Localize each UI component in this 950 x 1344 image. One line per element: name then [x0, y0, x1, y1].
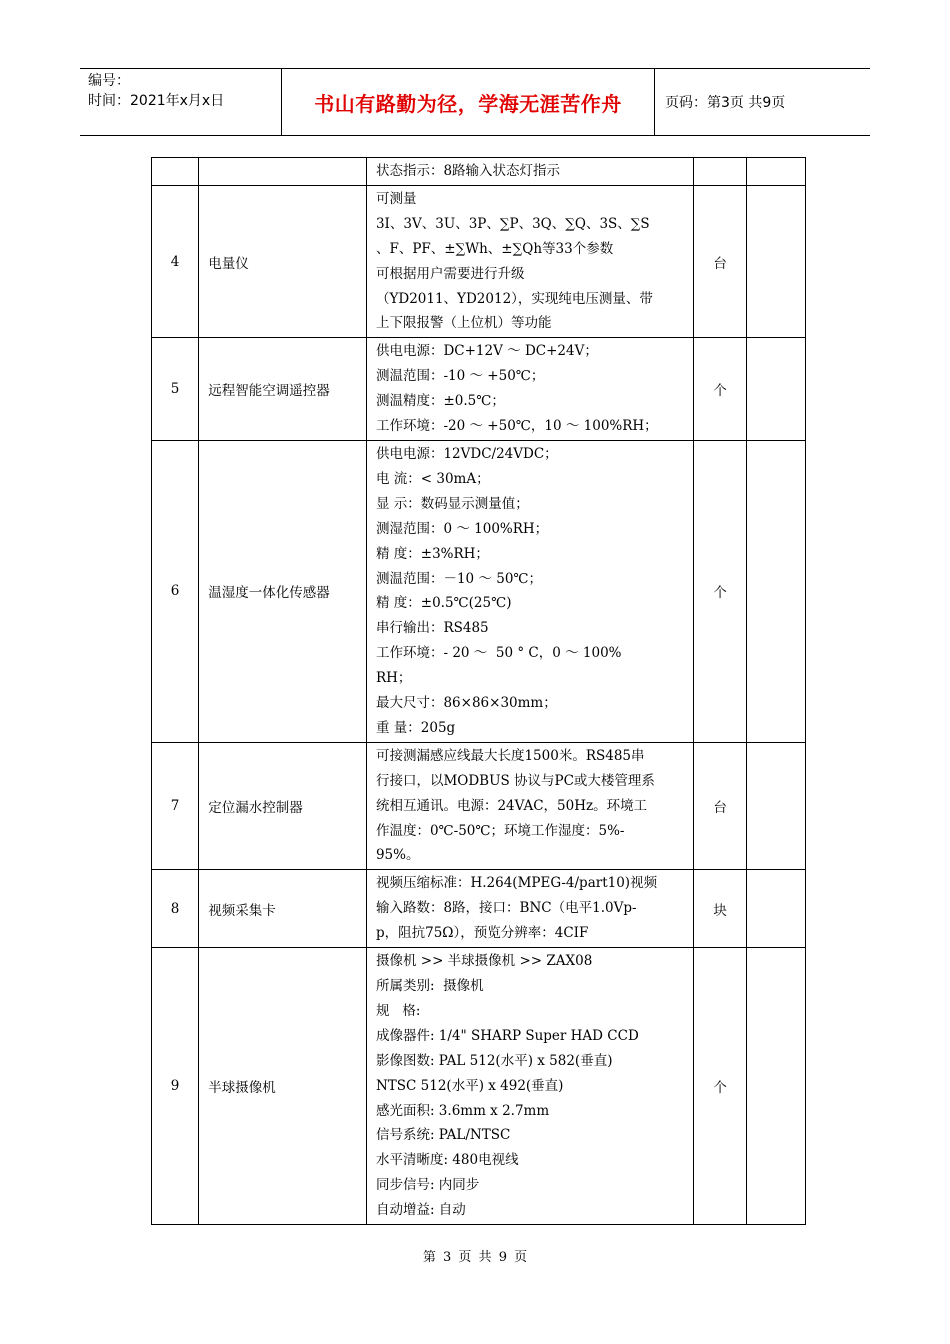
item-number: 8 [152, 870, 199, 948]
spec-line: RH； [375, 670, 412, 687]
item-name: 半球摄像机 [199, 948, 367, 1225]
table-row [152, 948, 806, 1225]
spec-line: 统相互通讯。电源：24VAC，50Hz。环境工 [375, 797, 648, 814]
table-row [152, 870, 806, 948]
item-number: 6 [152, 440, 199, 742]
spec-line: 影像图数: PAL 512(水平) x 582(垂直) [375, 1052, 613, 1069]
item-spec [366, 440, 694, 742]
item-name: 定位漏水控制器 [199, 742, 367, 870]
spec-line: 工作环境：-20 ～ +50℃，10 ～ 100%RH； [375, 418, 658, 435]
spec-line: 可接测漏感应线最大长度1500米。RS485串 [375, 747, 645, 764]
spec-line: 测温精度：±0.5℃； [375, 393, 505, 410]
item-spec [366, 870, 694, 948]
spec-line: 电 流：< 30mA； [375, 470, 490, 487]
item-remark [746, 440, 805, 742]
page-header [80, 68, 870, 136]
spec-line: 可根据用户需要进行升级 [375, 265, 525, 282]
spec-line: 测温范围：-10 ～ +50℃； [375, 368, 545, 385]
item-unit: 台 [694, 185, 746, 337]
item-remark [746, 185, 805, 337]
item-number: 9 [152, 948, 199, 1225]
item-remark [746, 870, 805, 948]
item-remark [746, 742, 805, 870]
spec-line: 可测量 [375, 190, 417, 207]
item-unit: 个 [694, 338, 746, 441]
spec-line: 工作环境：- 20 ～ 50 ° C，0 ～ 100% [375, 645, 622, 662]
page-footer: 第 3 页 共 9 页 [422, 1250, 528, 1265]
equipment-spec-table [151, 157, 806, 1225]
spec-line: 最大尺寸：86×86×30mm； [375, 695, 557, 712]
item-remark [746, 948, 805, 1225]
item-name: 电量仪 [199, 185, 367, 337]
spec-line: 状态指示：8路输入状态灯指示 [375, 163, 561, 179]
table-row [152, 185, 806, 337]
spec-line: 、F、PF、±∑Wh、±∑Qh等33个参数 [375, 240, 614, 257]
spec-line: NTSC 512(水平) x 492(垂直) [375, 1077, 564, 1094]
spec-line: 重 量：205g [375, 719, 456, 736]
spec-line: 摄像机 >> 半球摄像机 >> ZAX08 [375, 953, 593, 970]
doc-number-label: 编号： [88, 73, 130, 89]
item-name: 温湿度一体化传感器 [199, 440, 367, 742]
spec-line: 视频压缩标准：H.264(MPEG-4/part10)视频 [375, 875, 658, 892]
spec-line: 精 度：±0.5℃(25℃) [375, 595, 512, 612]
item-name: 视频采集卡 [199, 870, 367, 948]
spec-line: 95%。 [375, 847, 420, 864]
spec-line: 信号系统: PAL/NTSC [375, 1127, 511, 1144]
spec-line: 感光面积: 3.6mm x 2.7mm [375, 1102, 550, 1119]
spec-line: 自动增益: 自动 [375, 1202, 466, 1219]
spec-line: 串行输出：RS485 [375, 620, 489, 637]
table-row [152, 440, 806, 742]
spec-line: 上下限报警（上位机）等功能 [375, 315, 552, 332]
table-row [152, 742, 806, 870]
spec-table-body [152, 158, 806, 1225]
spec-line: 水平清晰度: 480电视线 [375, 1152, 519, 1169]
table-row [152, 338, 806, 441]
spec-line: 精 度：±3%RH； [375, 545, 489, 562]
header-page-number: 页码：第3页 共9页 [665, 95, 786, 111]
item-spec [366, 742, 694, 870]
header-motto: 书山有路勤为径，学海无涯苦作舟 [282, 69, 655, 135]
item-unit [694, 158, 746, 186]
spec-line: 3I、3V、3U、3P、∑P、3Q、∑Q、3S、∑S [375, 215, 650, 232]
spec-line: （YD2011、YD2012），实现纯电压测量、带 [375, 290, 653, 307]
item-unit: 个 [694, 948, 746, 1225]
item-number: 4 [152, 185, 199, 337]
item-name: 远程智能空调遥控器 [199, 338, 367, 441]
item-remark [746, 158, 805, 186]
item-spec [366, 185, 694, 337]
spec-line: 作温度：0℃-50℃；环境工作湿度：5%- [375, 822, 625, 839]
spec-line: 测湿范围：0 ～ 100%RH； [375, 520, 549, 537]
header-meta [80, 69, 282, 135]
spec-line: 规 格: [375, 1002, 421, 1019]
item-number: 7 [152, 742, 199, 870]
item-remark [746, 338, 805, 441]
item-spec [366, 158, 694, 186]
doc-time-label: 时间：2021年x月x日 [88, 93, 225, 109]
spec-line: p，阻抗75Ω），预览分辨率：4CIF [375, 925, 589, 942]
spec-line: 供电电源：DC+12V ～ DC+24V； [375, 343, 598, 360]
item-unit: 个 [694, 440, 746, 742]
item-spec [366, 338, 694, 441]
spec-line: 显 示：数码显示测量值； [375, 495, 529, 512]
item-name [199, 158, 367, 186]
item-number [152, 158, 199, 186]
item-unit: 台 [694, 742, 746, 870]
spec-line: 同步信号: 内同步 [375, 1177, 480, 1194]
spec-line: 输入路数：8路，接口：BNC（电平1.0Vp- [375, 900, 637, 917]
item-number: 5 [152, 338, 199, 441]
spec-line: 所属类别: 摄像机 [375, 978, 484, 994]
spec-line: 成像器件: 1/4" SHARP Super HAD CCD [375, 1027, 639, 1044]
spec-line: 测温范围：－10 ～ 50℃； [375, 570, 543, 587]
spec-line: 供电电源：12VDC/24VDC； [375, 445, 558, 462]
item-unit: 块 [694, 870, 746, 948]
table-row [152, 158, 806, 186]
item-spec [366, 948, 694, 1225]
spec-line: 行接口，以MODBUS 协议与PC或大楼管理系 [375, 772, 655, 789]
